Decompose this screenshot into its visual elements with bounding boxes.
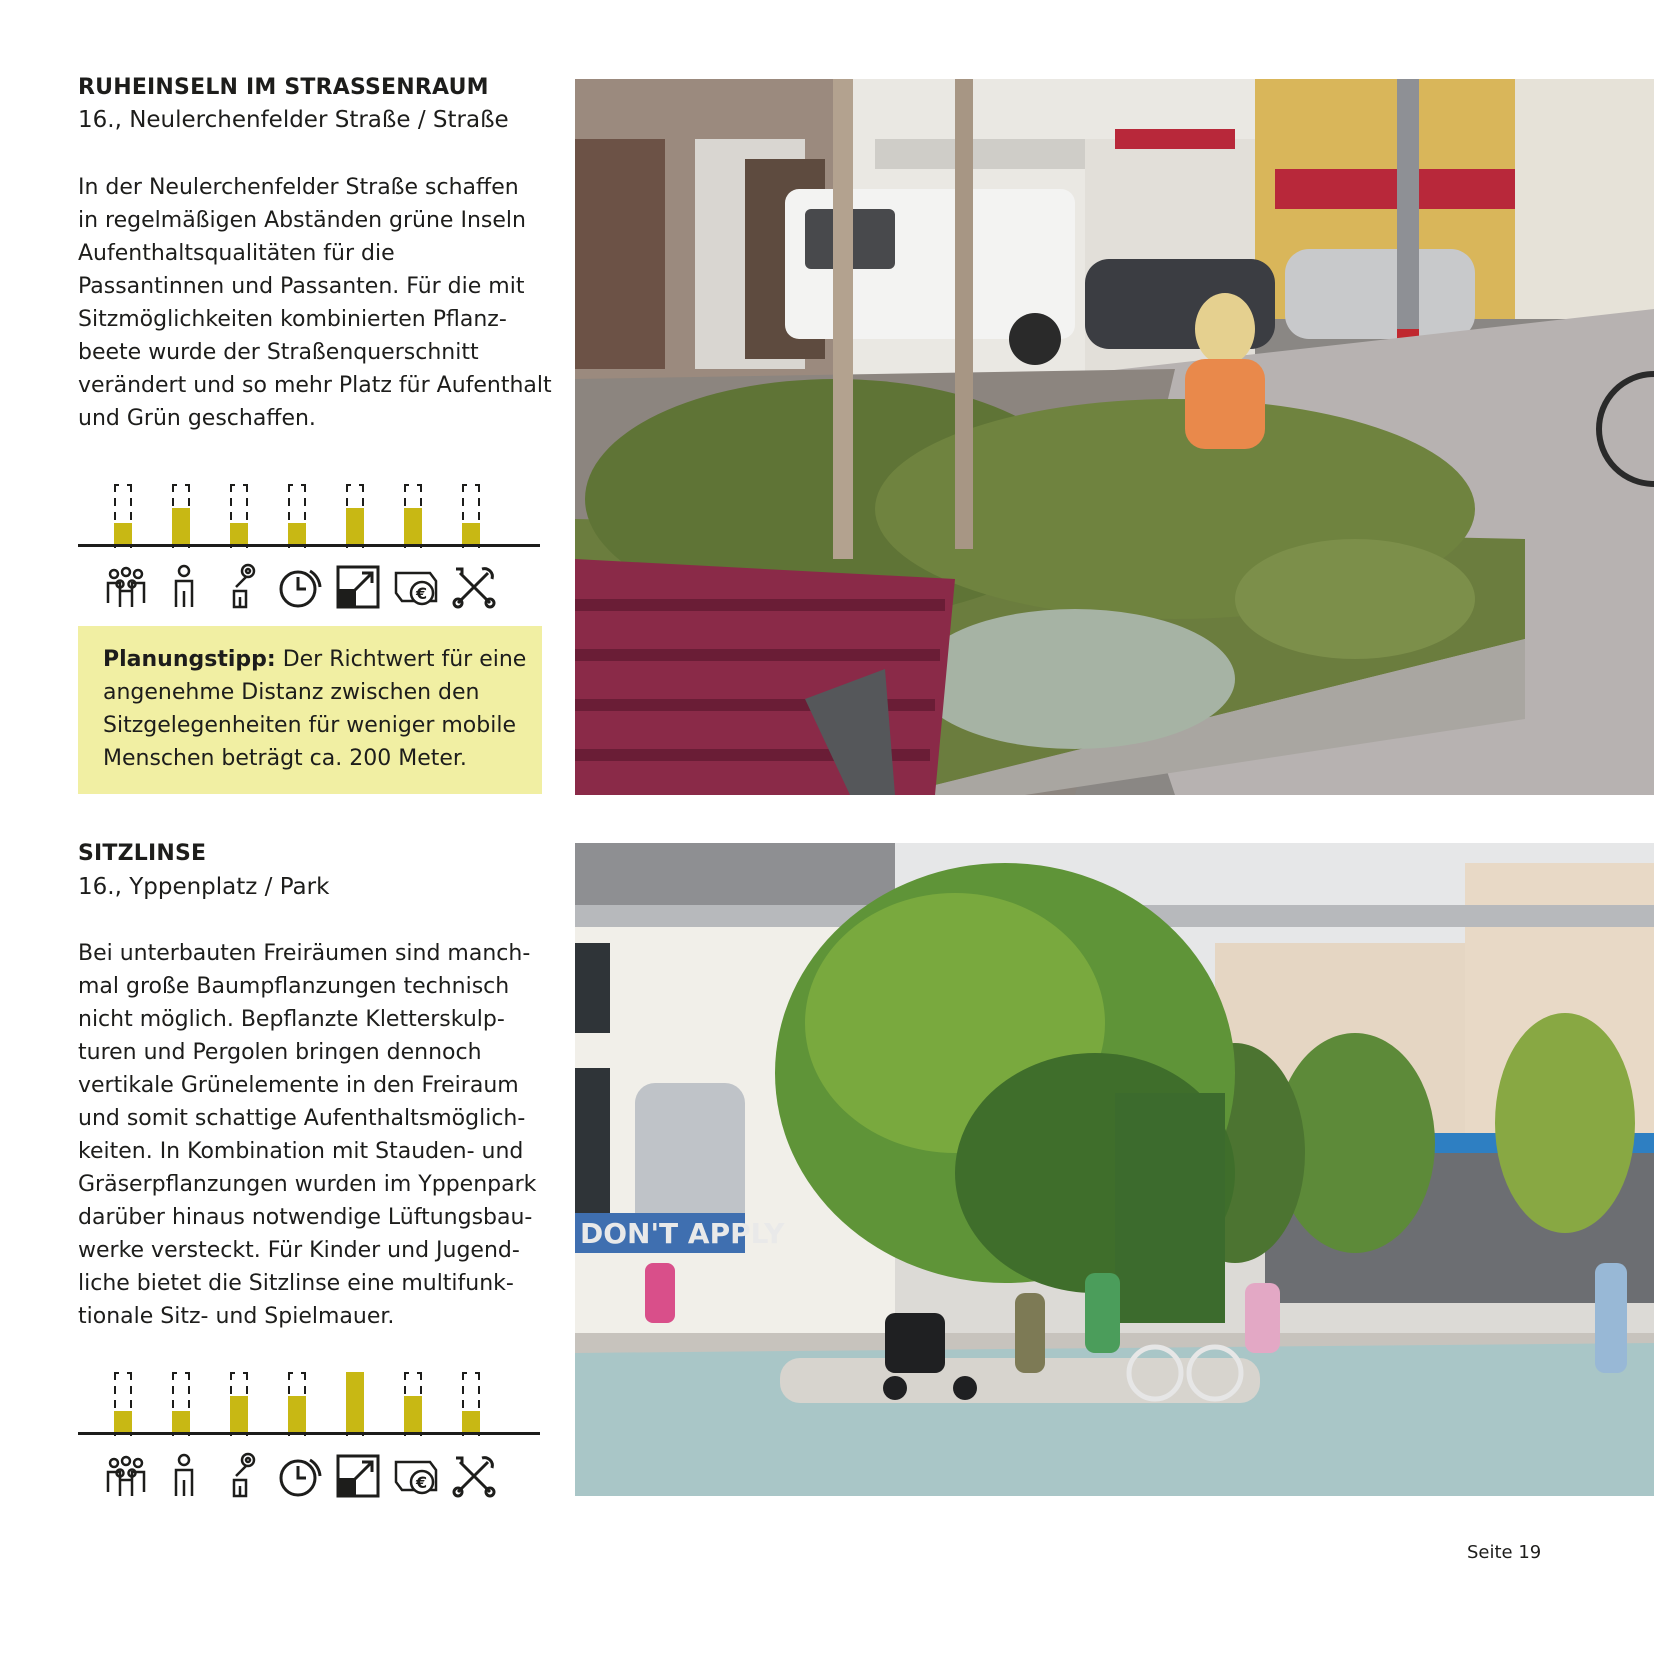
body-line: und Grün geschaffen. bbox=[78, 406, 316, 431]
body-line: darüber hinaus notwendige Lüftungsbau- bbox=[78, 1205, 533, 1230]
page-number: Seite 19 bbox=[1467, 1542, 1542, 1563]
body-line: in regelmäßigen Abständen grüne Inseln bbox=[78, 208, 526, 233]
criteria-icons bbox=[78, 1452, 540, 1502]
body-line: beete wurde der Straßenquerschnitt bbox=[78, 340, 479, 365]
rating-bar bbox=[462, 484, 480, 544]
svg-text:DON'T APPLY: DON'T APPLY bbox=[580, 1217, 785, 1250]
clock-icon bbox=[276, 1452, 324, 1500]
rating-bar bbox=[230, 484, 248, 544]
body-line: turen und Pergolen bringen dennoch bbox=[78, 1040, 482, 1065]
cost-icon bbox=[392, 1452, 440, 1500]
body-line: nicht möglich. Bepflanzte Kletterskulp- bbox=[78, 1007, 505, 1032]
svg-text:€: € bbox=[416, 584, 428, 603]
tip-line: Menschen beträgt ca. 200 Meter. bbox=[103, 746, 467, 771]
body-line: liche bietet die Sitzlinse eine multifunk- bbox=[78, 1271, 514, 1296]
rating-bar bbox=[346, 484, 364, 544]
planning-tip-box bbox=[78, 626, 542, 794]
street-planter-photo bbox=[575, 79, 1654, 795]
section-body bbox=[78, 937, 548, 1333]
section-title: RUHEINSELN IM STRASSENRAUM bbox=[78, 75, 489, 100]
body-line: In der Neulerchenfelder Straße schaffen bbox=[78, 175, 519, 200]
rating-bar bbox=[114, 1372, 132, 1432]
rating-bar bbox=[462, 1372, 480, 1432]
rating-bar bbox=[172, 484, 190, 544]
tip-line: Sitzgelegenheiten für weniger mobile bbox=[103, 713, 516, 738]
tip-line: Der Richtwert für eine bbox=[282, 647, 527, 672]
body-line: Gräserpflanzungen wurden im Yppenpark bbox=[78, 1172, 537, 1197]
body-line: mal große Baumpflanzungen technisch bbox=[78, 974, 510, 999]
rating-bars bbox=[78, 472, 540, 547]
section-body bbox=[78, 171, 552, 435]
body-line: Passantinnen und Passanten. Für die mit bbox=[78, 274, 525, 299]
planning-tip-label: Planungstipp: bbox=[103, 647, 276, 672]
tools-icon bbox=[450, 563, 498, 611]
rating-baseline bbox=[78, 1432, 540, 1435]
body-line: Sitzmöglichkeiten kombinierten Pflanz- bbox=[78, 307, 507, 332]
rating-bar bbox=[404, 484, 422, 544]
rating-bars bbox=[78, 1360, 540, 1435]
rating-bar bbox=[404, 1372, 422, 1432]
cost-icon bbox=[392, 563, 440, 611]
rating-bar bbox=[230, 1372, 248, 1432]
resize-icon bbox=[334, 1452, 382, 1500]
resize-icon bbox=[334, 563, 382, 611]
body-line: Bei unterbauten Freiräumen sind manch- bbox=[78, 941, 531, 966]
person-icon bbox=[160, 563, 208, 611]
svg-text:€: € bbox=[416, 1473, 428, 1492]
section-location: 16., Yppenplatz / Park bbox=[78, 874, 330, 900]
body-line: vertikale Grünelemente in den Freiraum bbox=[78, 1073, 519, 1098]
body-line: Aufenthaltsqualitäten für die bbox=[78, 241, 395, 266]
park-pergola-photo bbox=[575, 843, 1654, 1496]
rating-bar bbox=[288, 484, 306, 544]
body-line: und somit schattige Aufenthaltsmöglich- bbox=[78, 1106, 526, 1131]
child-icon bbox=[218, 563, 266, 611]
body-line: werke versteckt. Für Kinder und Jugend- bbox=[78, 1238, 520, 1263]
criteria-icons bbox=[78, 563, 540, 613]
group-icon bbox=[102, 563, 150, 611]
rating-bar bbox=[346, 1372, 364, 1432]
rating-baseline bbox=[78, 544, 540, 547]
tools-icon bbox=[450, 1452, 498, 1500]
child-icon bbox=[218, 1452, 266, 1500]
rating-bar bbox=[288, 1372, 306, 1432]
rating-bar bbox=[172, 1372, 190, 1432]
planning-tip-text bbox=[103, 643, 526, 775]
body-line: keiten. In Kombination mit Stauden- und bbox=[78, 1139, 524, 1164]
person-icon bbox=[160, 1452, 208, 1500]
body-line: verändert und so mehr Platz für Aufenthalt bbox=[78, 373, 552, 398]
section-title: SITZLINSE bbox=[78, 841, 207, 866]
tip-line: angenehme Distanz zwischen den bbox=[103, 680, 480, 705]
section-location: 16., Neulerchenfelder Straße / Straße bbox=[78, 107, 509, 133]
clock-icon bbox=[276, 563, 324, 611]
rating-bar bbox=[114, 484, 132, 544]
group-icon bbox=[102, 1452, 150, 1500]
body-line: tionale Sitz- und Spielmauer. bbox=[78, 1304, 395, 1329]
